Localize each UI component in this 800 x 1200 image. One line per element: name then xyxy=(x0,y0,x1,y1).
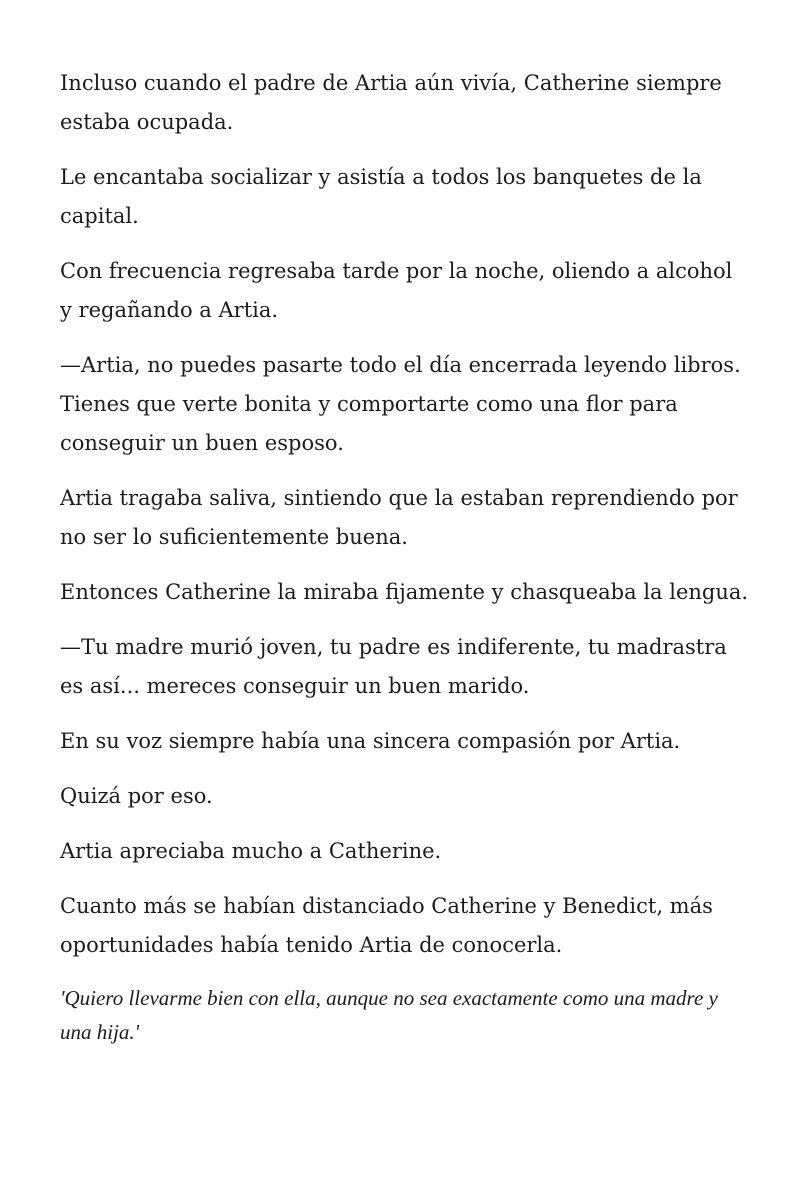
paragraph: Cuanto más se habían distanciado Catherine y Benedict, más oportunidades había tenido Artia de conocerla. xyxy=(60,894,713,957)
paragraph: En su voz siempre había una sincera compasión por Artia. xyxy=(60,729,681,753)
paragraph: Quizá por eso. xyxy=(60,784,213,808)
paragraph: —Artia, no puedes pasarte todo el día encerrada leyendo libros. Tienes que verte bonita y comportarte como una flor para conseguir un buen esposo. xyxy=(60,353,741,455)
paragraph: Le encantaba socializar y asistía a todos los banquetes de la capital. xyxy=(60,165,702,228)
paragraph: Artia apreciaba mucho a Catherine. xyxy=(60,839,442,863)
paragraph: —Tu madre murió joven, tu padre es indiferente, tu madrastra es así... mereces conseguir un buen marido. xyxy=(60,635,727,698)
inner-thought-italic: 'Quiero llevarme bien con ella, aunque no sea exactamente como una madre y una hija.' xyxy=(60,986,718,1044)
paragraph: Incluso cuando el padre de Artia aún vivía, Catherine siempre estaba ocupada. xyxy=(60,71,722,134)
paragraph: Artia tragaba saliva, sintiendo que la estaban reprendiendo por no ser lo suficientemente buena. xyxy=(60,486,738,549)
paragraph: Con frecuencia regresaba tarde por la noche, oliendo a alcohol y regañando a Artia. xyxy=(60,259,733,322)
document-body xyxy=(60,64,750,1049)
paragraph: Entonces Catherine la miraba fijamente y chasqueaba la lengua. xyxy=(60,580,749,604)
